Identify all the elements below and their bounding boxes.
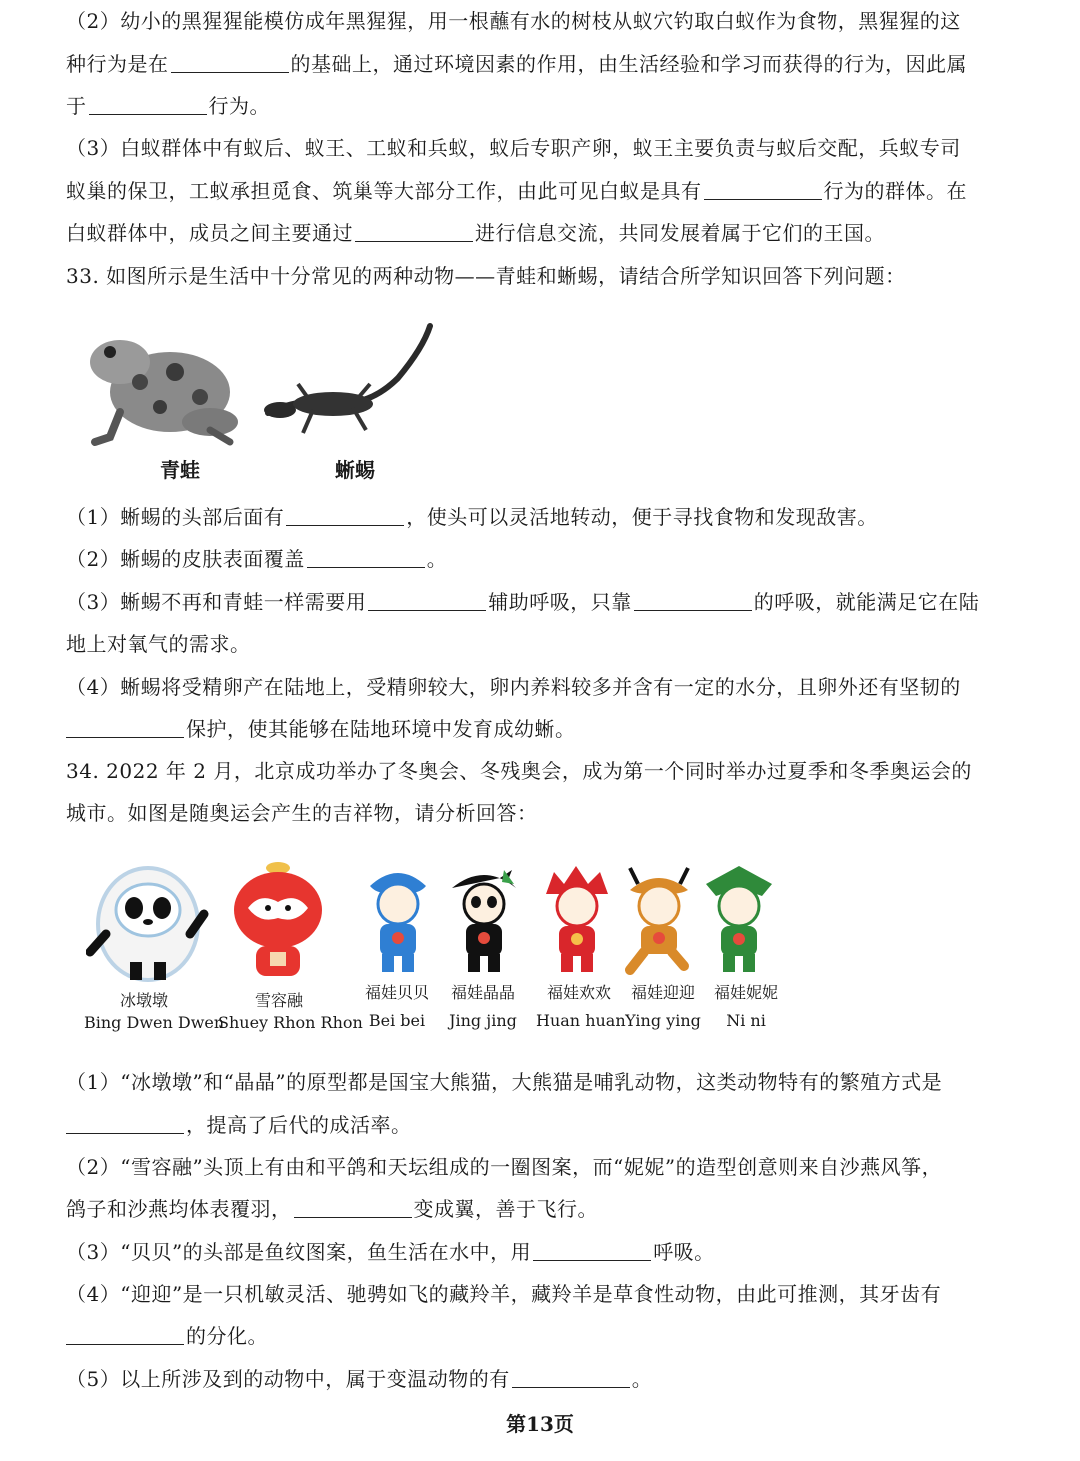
yingying-figure [622, 866, 696, 976]
q34-s2-line2: 鸽子和沙燕均体表覆羽， 变成翼，善于飞行。 [66, 1197, 598, 1221]
huanhuan-figure [540, 866, 614, 976]
q34-s4-line2: 的分化。 [66, 1324, 1016, 1348]
frog-illustration [80, 322, 240, 452]
mascot-label-jingjing: 福娃晶晶 Jing jing [449, 983, 517, 1030]
q32-p3-line3: 白蚁群体中，成员之间主要通过 进行信息交流，共同发展着属于它们的王国。 [66, 221, 885, 245]
nini-figure [702, 866, 776, 976]
answer-blank[interactable] [307, 547, 425, 568]
answer-blank[interactable] [634, 590, 752, 611]
q34-s5: （5）以上所涉及到的动物中，属于变温动物的有 。 [66, 1367, 653, 1391]
mascot-label-yingying: 福娃迎迎 Ying ying [625, 983, 701, 1030]
q32-p3-line1: （3）白蚁群体中有蚁后、蚁王、工蚁和兵蚁，蚁后专职产卵，蚁王主要负责与蚁后交配，兵蚁专司 [66, 136, 961, 160]
answer-blank[interactable] [171, 52, 289, 73]
mascot-label-huanhuan: 福娃欢欢 Huan huan [536, 983, 626, 1030]
q32-p3-line2: 蚁巢的保卫，工蚁承担觅食、筑巢等大部分工作，由此可见白蚁是具有 行为的群体。在 [66, 179, 967, 203]
answer-blank[interactable] [704, 179, 822, 200]
q33-s3-line2: 地上对氧气的需求。 [66, 632, 251, 656]
lizard-caption: 蜥蜴 [335, 458, 375, 482]
answer-blank[interactable] [533, 1240, 651, 1261]
q34-s4-line1: （4）“迎迎”是一只机敏灵活、驰骋如飞的藏羚羊，藏羚羊是草食性动物，由此可推测，其牙齿有 [66, 1282, 942, 1306]
q33-s4-line1: （4）蜥蜴将受精卵产在陆地上，受精卵较大，卵内养料较多并含有一定的水分，且卵外还有坚韧的 [66, 675, 961, 699]
answer-blank[interactable] [368, 590, 486, 611]
lizard-illustration [258, 318, 438, 448]
answer-blank[interactable] [286, 505, 404, 526]
q34-stem-line1: 34. 2022 年 2 月，北京成功举办了冬奥会、冬残奥会，成为第一个同时举办过夏季和冬季奥运会的 [66, 759, 972, 783]
q33-s2: （2）蜥蜴的皮肤表面覆盖 。 [66, 547, 448, 571]
shuey-rhon-rhon-figure [226, 858, 330, 986]
q32-p2-line1: （2）幼小的黑猩猩能模仿成年黑猩猩，用一根蘸有水的树枝从蚁穴钓取白蚁作为食物，黑猩猩的这 [66, 9, 961, 33]
mascot-label-nini: 福娃妮妮 Ni ni [713, 983, 778, 1030]
q33-s3-line1: （3）蜥蜴不再和青蛙一样需要用 辅助呼吸，只靠 的呼吸，就能满足它在陆 [66, 590, 980, 614]
answer-blank[interactable] [512, 1367, 630, 1388]
mascot-label-shuey-rhon-rhon: 雪容融 Shuey Rhon Rhon [218, 991, 363, 1032]
q33-s4-line2: 保护，使其能够在陆地环境中发育成幼蜥。 [66, 717, 1016, 741]
answer-blank[interactable] [66, 717, 184, 738]
bing-dwen-dwen-figure [86, 862, 210, 986]
q34-stem-line2: 城市。如图是随奥运会产生的吉祥物，请分析回答： [66, 801, 538, 825]
answer-blank[interactable] [66, 1113, 184, 1134]
answer-blank[interactable] [89, 94, 207, 115]
q33-stem: 33. 如图所示是生活中十分常见的两种动物——青蛙和蜥蜴，请结合所学知识回答下列问题： [66, 264, 906, 288]
q34-s1-line2: ，提高了后代的成活率。 [66, 1113, 1016, 1137]
frog-caption: 青蛙 [160, 458, 200, 482]
q34-s3: （3）“贝贝”的头部是鱼纹图案，鱼生活在水中，用 呼吸。 [66, 1240, 715, 1264]
q33-s1: （1）蜥蜴的头部后面有 ，使头可以灵活地转动，便于寻找食物和发现敌害。 [66, 505, 878, 529]
answer-blank[interactable] [294, 1197, 412, 1218]
mascot-label-bing-dwen-dwen: 冰墩墩 Bing Dwen Dwen [84, 991, 225, 1032]
mascot-label-beibei: 福娃贝贝 Bei bei [364, 983, 429, 1030]
page-number: 第13页 [506, 1412, 574, 1436]
jingjing-figure [448, 866, 520, 976]
q32-p2-line3: 于 行为。 [66, 94, 270, 118]
q32-p2-line2: 种行为是在 的基础上，通过环境因素的作用，由生活经验和学习而获得的行为，因此属 [66, 52, 967, 76]
answer-blank[interactable] [66, 1324, 184, 1345]
answer-blank[interactable] [355, 221, 473, 242]
beibei-figure [362, 866, 434, 976]
q34-s2-line1: （2）“雪容融”头顶上有由和平鸽和天坛组成的一圈图案，而“妮妮”的造型创意则来自沙燕风筝， [66, 1155, 943, 1179]
q34-s1-line1: （1）“冰墩墩”和“晶晶”的原型都是国宝大熊猫，大熊猫是哺乳动物，这类动物特有的繁殖方式是 [66, 1070, 943, 1094]
